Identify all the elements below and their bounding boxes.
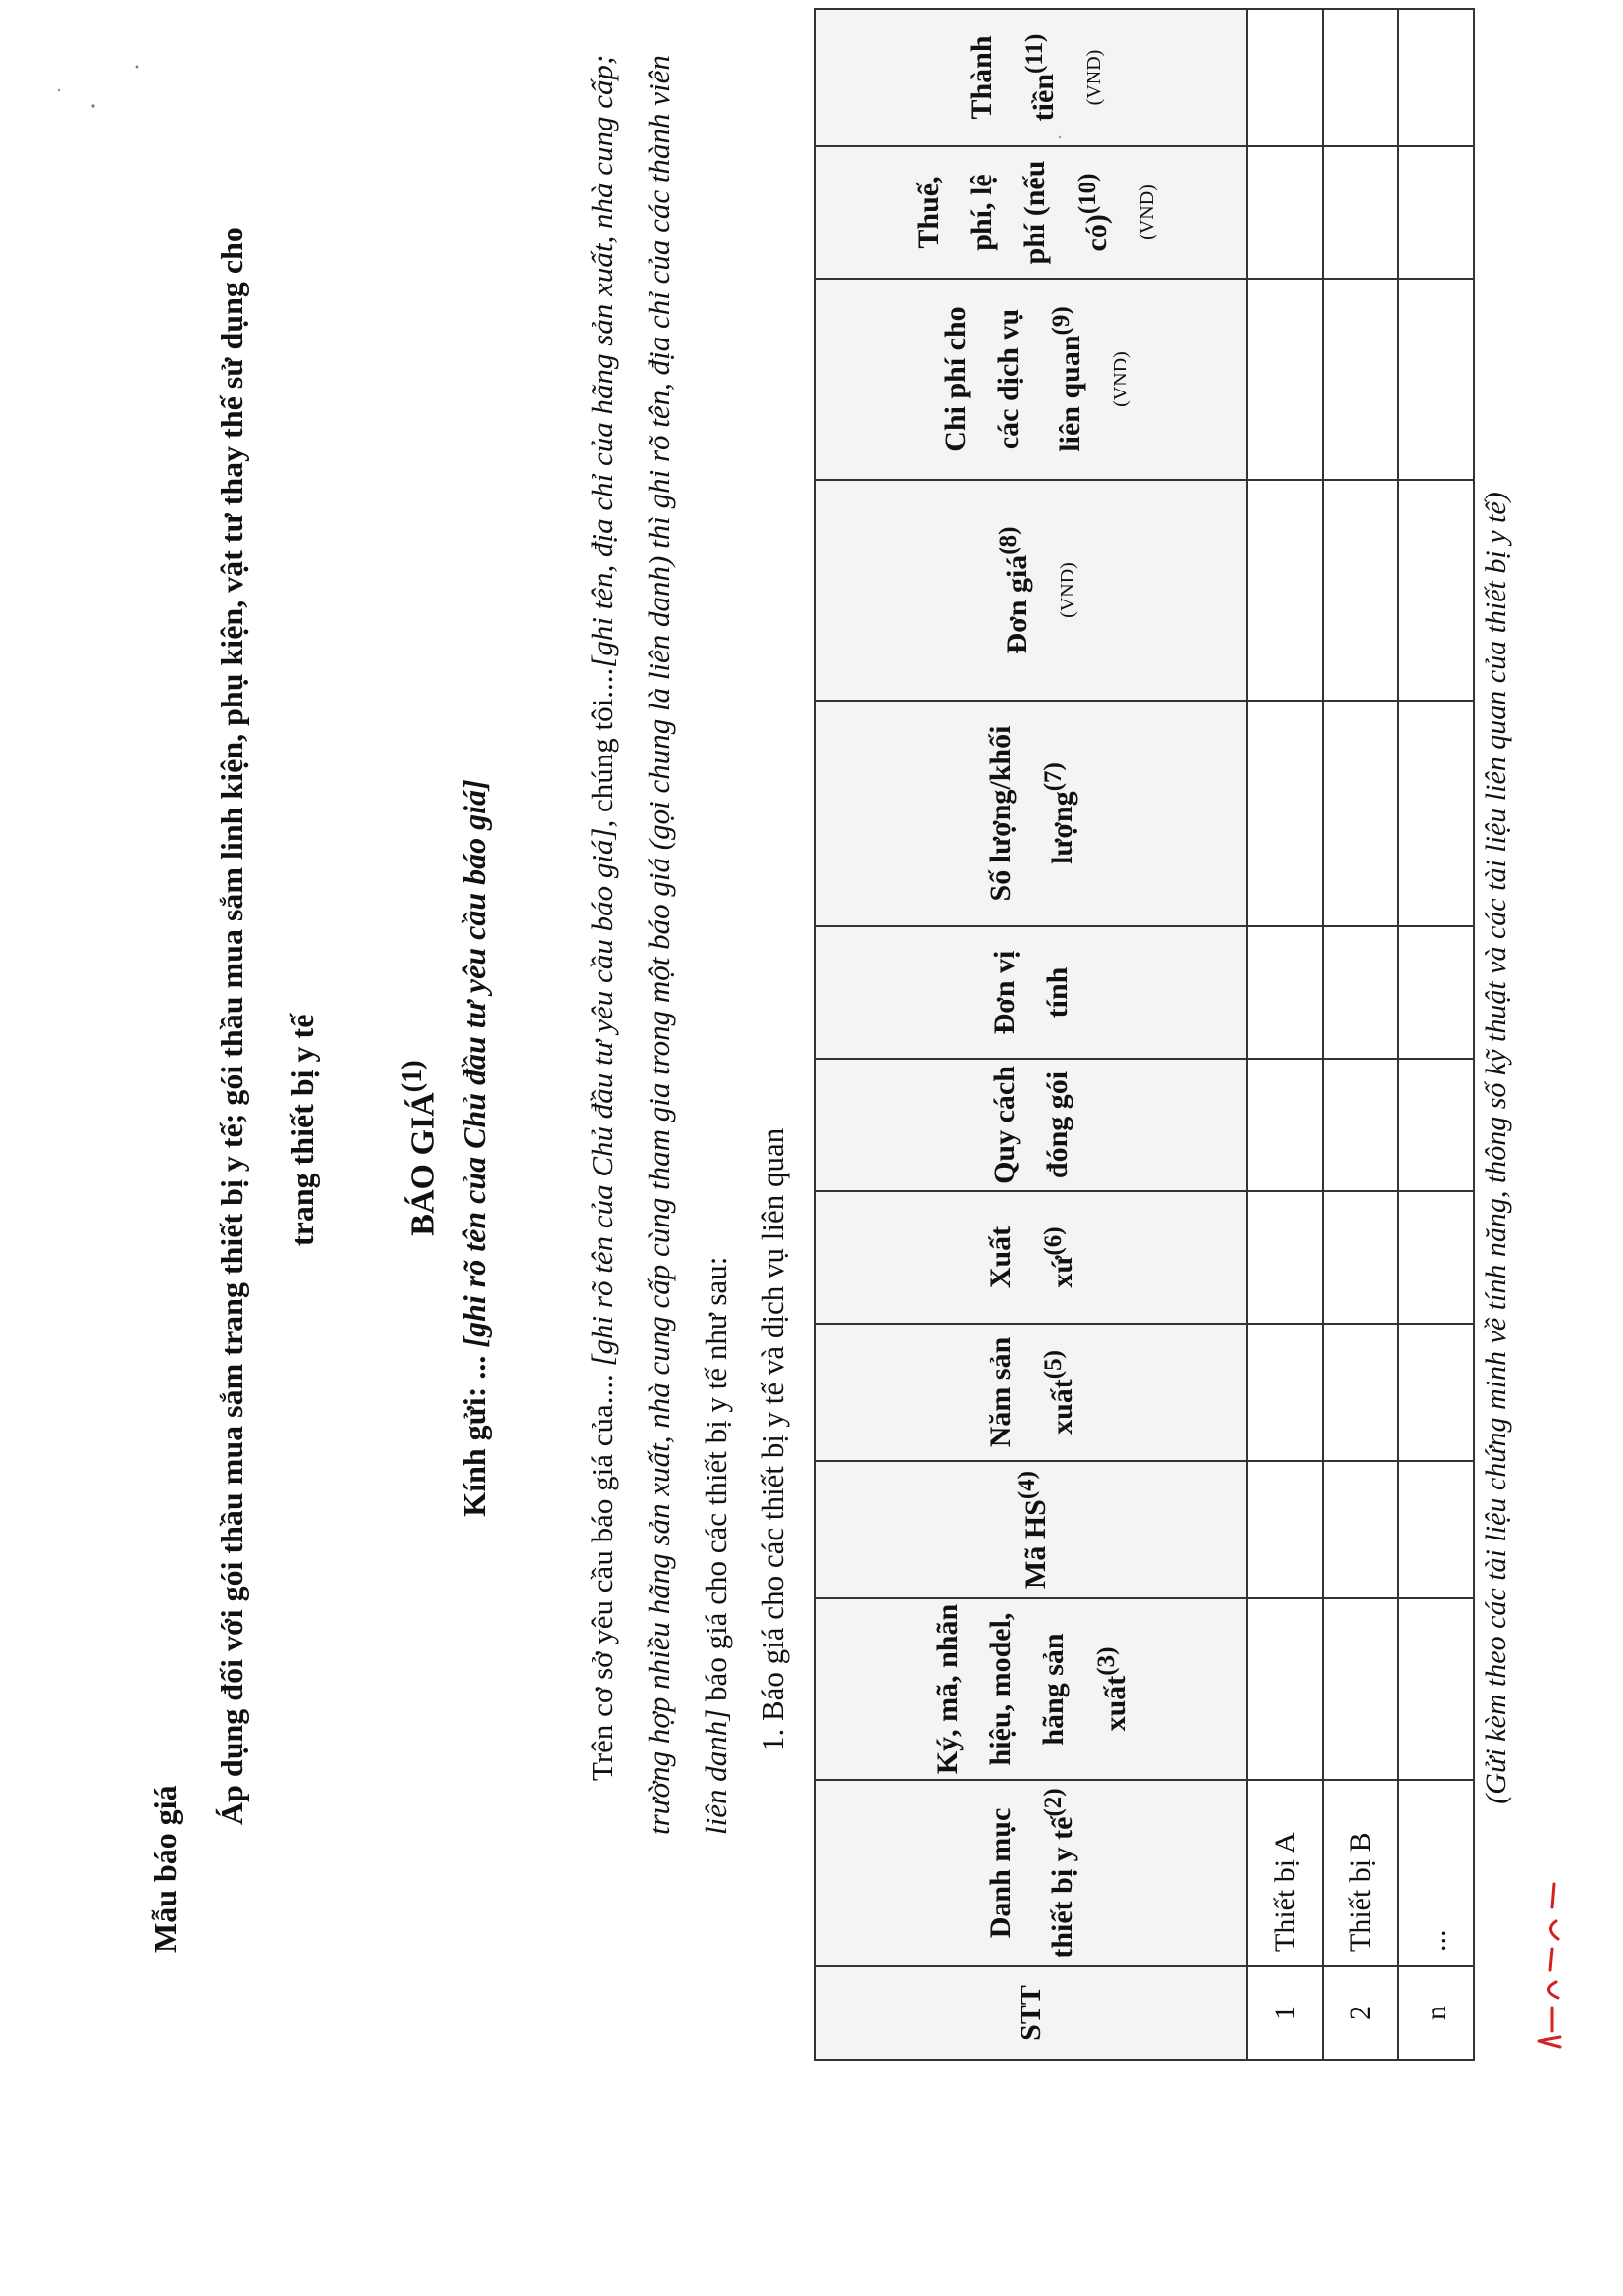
col-thue: Thuế, phí, lệ phí (nếu có)$^{(10)}$ (VND) — [815, 146, 1247, 279]
title-text: BÁO GIÁ — [404, 1092, 442, 1236]
applicability-heading-line-2: trang thiết bị y tế — [285, 1014, 320, 1246]
col-stt: STT — [815, 1966, 1247, 2060]
title-note: (1) — [397, 1060, 428, 1093]
cell-item-name: Thiết bị A — [1247, 1780, 1323, 1966]
col-so-luong: Số lượng/khối lượng$^{(7)}$ — [815, 701, 1247, 926]
intro-part-5: báo giá cho các thiết bị y tế như sau: — [699, 1256, 733, 1709]
applicability-heading-line-1: Áp dụng đối với gói thầu mua sắm trang thiết bị y tế; gói thầu mua sắm linh kiện, phụ kiện, vật tư thay thế sử dụng cho — [214, 227, 249, 1825]
cell-stt: 1 — [1247, 1966, 1323, 2060]
addressee-value: [ghi rõ tên của Chủ đầu tư yêu cầu báo giá] — [456, 779, 492, 1348]
document-label: Mẫu báo giá — [147, 1785, 183, 1953]
cell-item-name: ... — [1398, 1780, 1474, 1966]
intro-part-3: , chúng tôi.... — [585, 667, 619, 828]
cell-item-name: Thiết bị B — [1323, 1780, 1398, 1966]
col-don-vi: Đơn vị tính — [815, 926, 1247, 1059]
col-ky-ma: Ký, mã, nhãn hiệu, model, hãng sản xuất$^{(3)}$ — [815, 1598, 1247, 1780]
cell-stt: n — [1398, 1966, 1474, 2060]
col-nam-san-xuat: Năm sản xuất$^{(5)}$ — [815, 1324, 1247, 1461]
col-xuat-xu: Xuất xứ$^{(6)}$ — [815, 1191, 1247, 1324]
section-heading: 1. Báo giá cho các thiết bị y tế và dịch vụ liên quan — [756, 1127, 790, 1751]
col-don-gia: Đơn giá$^{(8)}$ (VND) — [815, 480, 1247, 701]
col-quy-cach: Quy cách đóng gói — [815, 1059, 1247, 1191]
footnote: (Gửi kèm theo các tài liệu chứng minh về tính năng, thông số kỹ thuật và các tài liệu liên quan của thiết bị y tế) — [1480, 492, 1512, 1804]
intro-part-2: [ghi rõ tên của Chủ đầu tư yêu cầu báo giá] — [585, 827, 619, 1367]
col-chi-phi: Chi phí cho các dịch vụ liên quan$^{(9)}$ (VND) — [815, 279, 1247, 480]
col-danh-muc: Danh mục thiết bị y tế$^{(2)}$ — [815, 1780, 1247, 1966]
col-thanh-tien: Thành tiền$^{(11)}$ (VND) — [815, 9, 1247, 146]
col-ma-hs: Mã HS$^{(4)}$ — [815, 1461, 1247, 1598]
intro-part-4: [ghi tên, địa chỉ của hãng sản xuất, nhà cung cấp; trường hợp nhiều hãng sản xuất, nhà cung cấp cùng tham gia trong một báo giá (gọi chung là liên danh) thì ghi rõ tên, địa chỉ của các thành viên liên danh] — [585, 54, 733, 1835]
addressee-prefix: Kính gửi: ... — [456, 1347, 492, 1517]
cell-stt: 2 — [1323, 1966, 1398, 2060]
intro-part-1: Trên cơ sở yêu cầu báo giá của.... — [585, 1366, 619, 1781]
